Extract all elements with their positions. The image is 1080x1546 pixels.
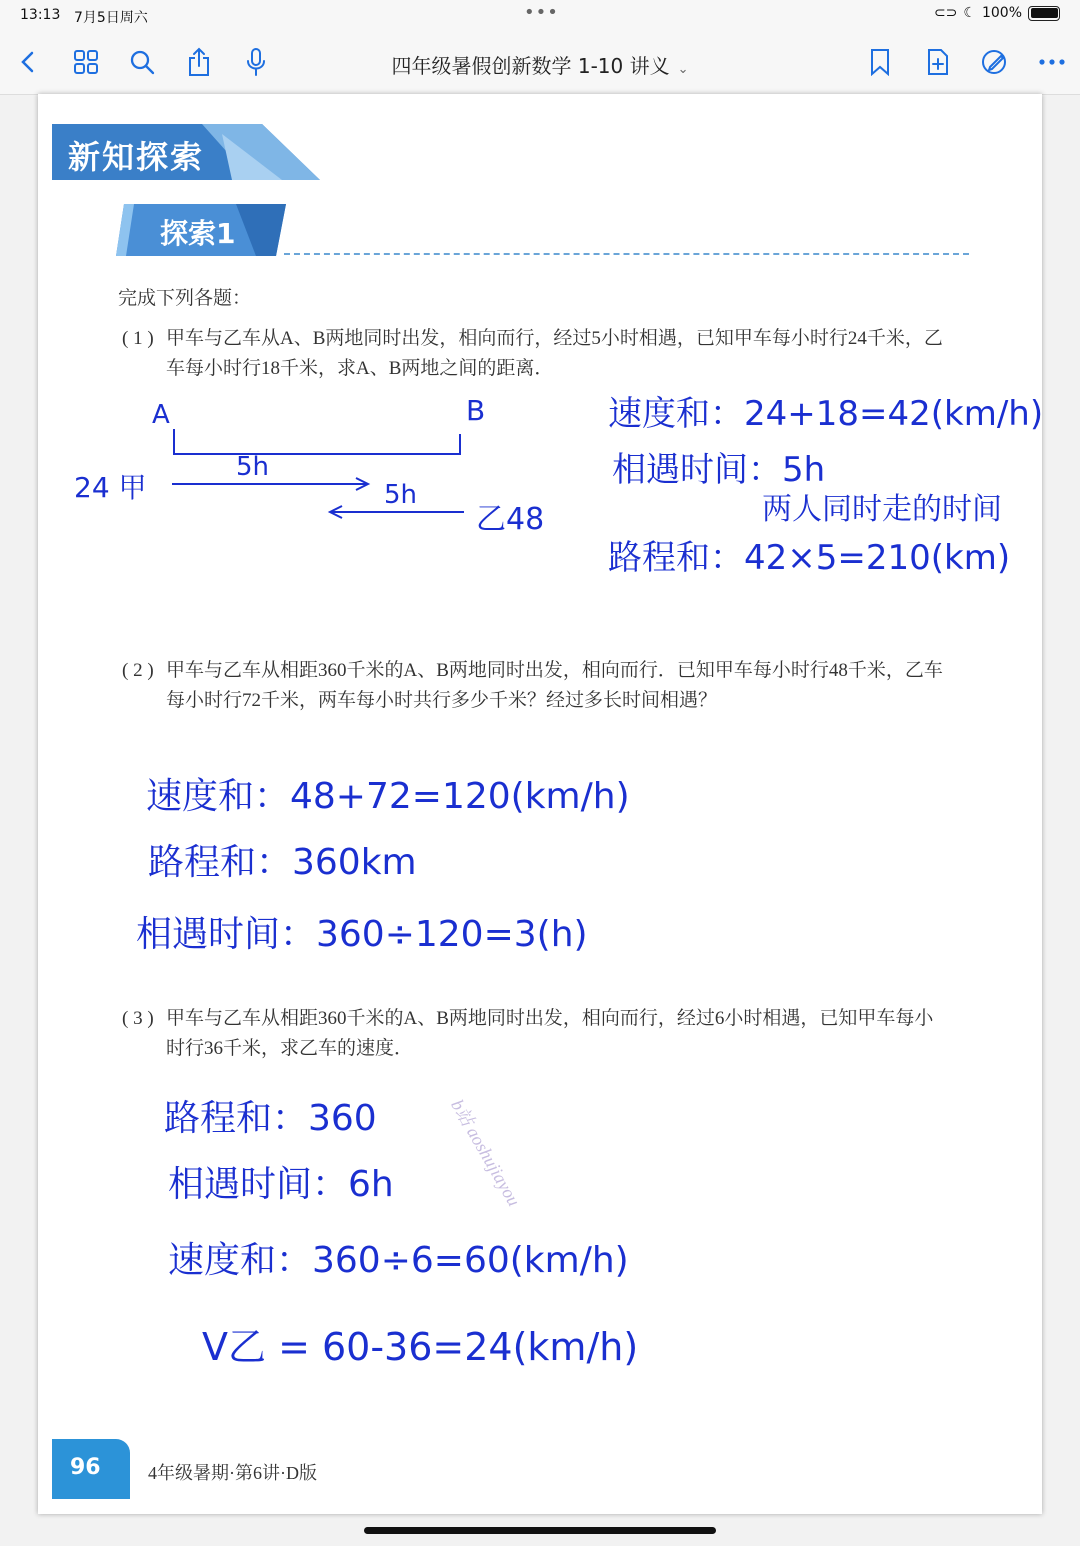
hw-jia-speed: 24 甲 (74, 471, 147, 504)
question-3-line1: 甲车与乙车从相距360千米的A、B两地同时出发，相向而行，经过6小时相遇，已知甲车每小 (166, 1008, 934, 1029)
hw-q1-note: 两人同时走的时间 (762, 492, 1002, 527)
hw-q1-meet-time: 相遇时间：5h (612, 450, 826, 490)
question-1 (122, 324, 943, 384)
markup-pen-icon[interactable] (978, 46, 1010, 78)
hw-yi-speed: 乙48 (476, 502, 545, 537)
section-title: 新知探索 (68, 138, 205, 176)
multitask-dots-icon[interactable]: ••• (524, 2, 559, 23)
bookmark-icon[interactable] (864, 46, 896, 78)
question-3-line2: 时行36千米，求乙车的速度． (166, 1038, 414, 1059)
dashed-divider (284, 253, 969, 255)
app-toolbar (0, 32, 1080, 95)
hw-q1-distance-sum: 路程和：42×5=210(km) (608, 538, 1011, 578)
hw-q3-speed-sum: 速度和：360÷6=60(km/h) (168, 1240, 629, 1281)
question-1-line2: 车每小时行18千米，求A、B两地之间的距离． (166, 358, 554, 379)
hw-q1-speed-sum: 速度和：24+18=42(km/h) (608, 394, 1044, 434)
more-options-icon[interactable] (1036, 46, 1068, 78)
question-3-number: ( 3 ) (122, 1008, 154, 1029)
question-3 (122, 1004, 933, 1064)
add-page-icon[interactable] (922, 46, 954, 78)
question-1-line1: 甲车与乙车从A、B两地同时出发，相向而行，经过5小时相遇，已知甲车每小时行24千米，乙 (166, 328, 943, 349)
hw-q2-distance-sum: 路程和：360km (148, 842, 417, 883)
status-bar (0, 0, 1080, 32)
intro-text: 完成下列各题： (118, 288, 252, 309)
hw-q3-meet-time: 相遇时间：6h (168, 1164, 394, 1205)
document-title-text: 四年级暑假创新数学 1-10 讲义 (391, 54, 670, 78)
footer-text: 4年级暑期·第6讲·D版 (148, 1463, 317, 1483)
hw-q3-yi-speed: V乙 = 60-36=24(km/h) (202, 1325, 639, 1369)
status-time: 13:13 (20, 7, 61, 23)
question-1-number: ( 1 ) (122, 328, 154, 349)
hw-point-a: A (152, 400, 170, 430)
document-title[interactable] (0, 50, 1080, 79)
status-right (934, 5, 1060, 21)
battery-percent: 100% (981, 5, 1022, 21)
page-number-badge (52, 1439, 130, 1499)
hw-q2-meet-time: 相遇时间：360÷120=3(h) (136, 914, 588, 955)
hw-time-1: 5h (236, 452, 270, 482)
question-2 (122, 656, 943, 716)
chevron-down-icon: ⌄ (677, 62, 689, 77)
document-page[interactable] (38, 94, 1042, 1514)
home-indicator[interactable] (364, 1527, 716, 1534)
battery-icon (1028, 6, 1060, 21)
moon-icon: ☾ (963, 5, 976, 21)
watermark: b站 aoshujiayou (447, 1096, 525, 1210)
hw-time-2: 5h (384, 480, 418, 510)
page-number: 96 (70, 1455, 101, 1480)
explore-title: 探索1 (160, 217, 236, 250)
hw-point-b: B (466, 394, 486, 427)
status-date: 7月5日周六 (74, 10, 148, 26)
question-2-line2: 每小时行72千米，两车每小时共行多少千米？经过多长时间相遇？ (166, 690, 718, 711)
question-2-number: ( 2 ) (122, 660, 154, 681)
hw-q2-speed-sum: 速度和：48+72=120(km/h) (146, 776, 630, 817)
hw-q3-distance-sum: 路程和：360 (164, 1098, 377, 1139)
question-2-line1: 甲车与乙车从相距360千米的A、B两地同时出发，相向而行．已知甲车每小时行48千米，乙车 (166, 660, 943, 681)
link-icon: ⊂⊃ (933, 5, 958, 21)
